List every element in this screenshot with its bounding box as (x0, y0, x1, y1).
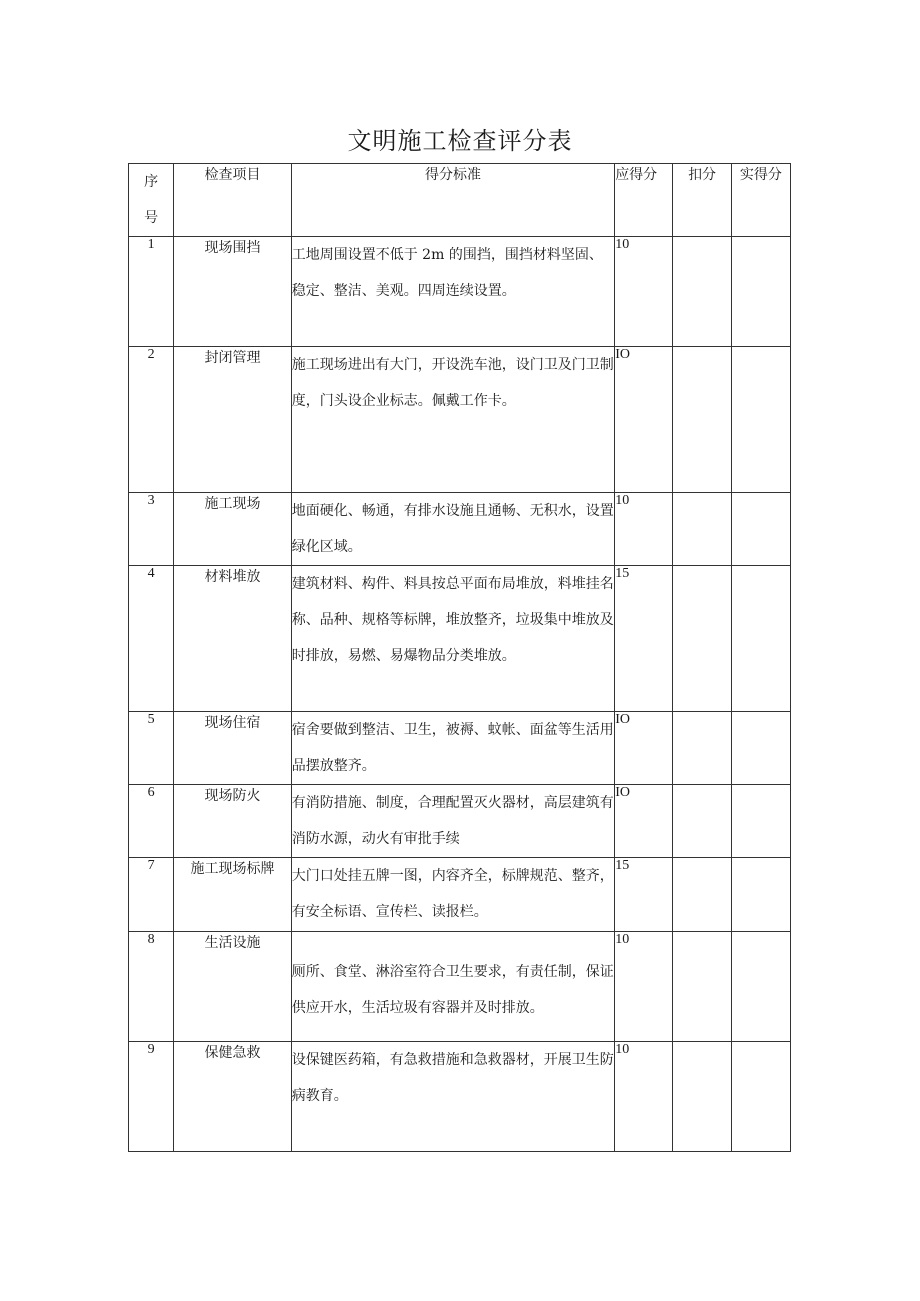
row-actual-cell (731, 237, 790, 347)
row-deduction-cell (673, 932, 731, 1042)
row-points: IO (615, 785, 673, 858)
table-row (129, 566, 791, 712)
row-seq: 5 (129, 712, 174, 785)
row-item: 封闭管理 (174, 347, 292, 493)
row-seq: 3 (129, 493, 174, 566)
table-row (129, 347, 791, 493)
page-title: 文明施工检查评分表 (347, 127, 573, 155)
header-seq (129, 164, 174, 237)
row-points: 10 (615, 237, 673, 347)
row-deduction-cell (673, 493, 731, 566)
row-actual-cell (731, 566, 790, 712)
row-item: 材料堆放 (174, 566, 292, 712)
row-deduction-cell (673, 785, 731, 858)
row-deduction-cell (673, 237, 731, 347)
row-item: 现场防火 (174, 785, 292, 858)
row-seq: 8 (129, 932, 174, 1042)
score-table (128, 163, 791, 1152)
header-seq-line1: 序 (144, 174, 159, 190)
row-seq: 9 (129, 1042, 174, 1152)
header-deduction: 扣分 (673, 164, 731, 237)
row-actual-cell (731, 858, 790, 932)
row-item: 施工现场 (174, 493, 292, 566)
table-row (129, 712, 791, 785)
row-actual-cell (731, 347, 790, 493)
row-item: 施工现场标牌 (174, 858, 292, 932)
row-actual-cell (731, 1042, 790, 1152)
row-standard: 有消防措施、制度，合理配置灭火器材，高层建筑有消防水源，动火有审批手续 (291, 785, 614, 858)
row-standard: 施工现场进出有大门，开设洗车池，设门卫及门卫制度，门头设企业标志。佩戴工作卡。 (291, 347, 614, 493)
row-actual-cell (731, 932, 790, 1042)
table-row (129, 1042, 791, 1152)
row-seq: 1 (129, 237, 174, 347)
row-deduction-cell (673, 1042, 731, 1152)
row-standard: 厕所、食堂、淋浴室符合卫生要求，有责任制，保证供应开水，生活垃圾有容器并及时排放。 (291, 932, 614, 1042)
row-actual-cell (731, 785, 790, 858)
row-deduction-cell (673, 712, 731, 785)
row-points: 10 (615, 932, 673, 1042)
table-header-row (129, 164, 791, 237)
table-row (129, 932, 791, 1042)
row-deduction-cell (673, 566, 731, 712)
header-actual: 实得分 (731, 164, 790, 237)
row-standard: 工地周围设置不低于 2m 的围挡，围挡材料坚固、稳定、整洁、美观。四周连续设置。 (291, 237, 614, 347)
row-deduction-cell (673, 347, 731, 493)
row-item: 现场围挡 (174, 237, 292, 347)
row-points: 15 (615, 566, 673, 712)
row-seq: 2 (129, 347, 174, 493)
header-seq-line2: 号 (144, 210, 159, 226)
table-row (129, 785, 791, 858)
header-item: 检查项目 (174, 164, 292, 237)
row-standard: 大门口处挂五牌一图，内容齐全，标牌规范、整齐，有安全标语、宣传栏、读报栏。 (291, 858, 614, 932)
header-points: 应得分 (615, 164, 673, 237)
row-seq: 6 (129, 785, 174, 858)
row-item: 生活设施 (174, 932, 292, 1042)
row-standard: 宿舍要做到整洁、卫生，被褥、蚊帐、面盆等生活用品摆放整齐。 (291, 712, 614, 785)
table-row (129, 858, 791, 932)
row-deduction-cell (673, 858, 731, 932)
row-item: 现场住宿 (174, 712, 292, 785)
row-points: IO (615, 347, 673, 493)
row-actual-cell (731, 493, 790, 566)
table-row (129, 237, 791, 347)
row-seq: 7 (129, 858, 174, 932)
table-row (129, 493, 791, 566)
row-points: IO (615, 712, 673, 785)
header-standard: 得分标准 (291, 164, 614, 237)
row-points: 15 (615, 858, 673, 932)
row-seq: 4 (129, 566, 174, 712)
row-standard: 设保键医药箱，有急救措施和急救器材，开展卫生防病教育。 (291, 1042, 614, 1152)
row-item: 保健急救 (174, 1042, 292, 1152)
row-actual-cell (731, 712, 790, 785)
row-standard: 建筑材料、构件、料具按总平面布局堆放，料堆挂名称、品种、规格等标牌，堆放整齐，垃圾集中堆放及时排放，易燃、易爆物品分类堆放。 (291, 566, 614, 712)
row-standard: 地面硬化、畅通，有排水设施且通畅、无积水，设置绿化区域。 (291, 493, 614, 566)
row-points: 10 (615, 1042, 673, 1152)
row-points: 10 (615, 493, 673, 566)
